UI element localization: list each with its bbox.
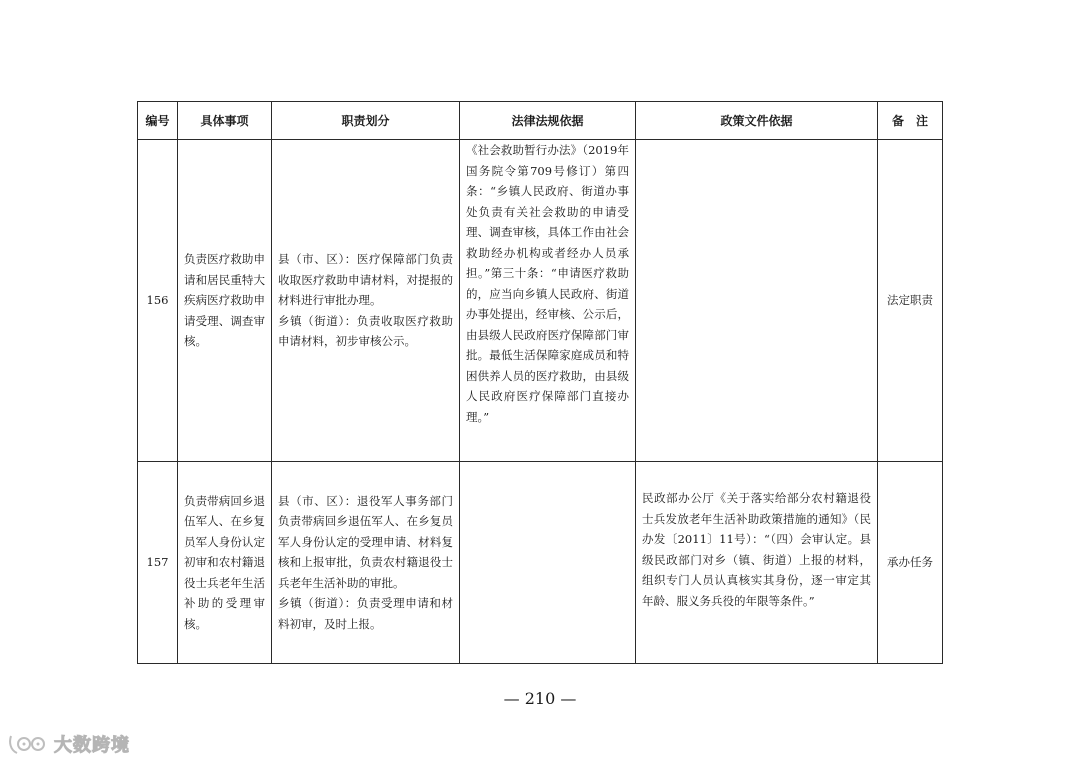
header-law: 法律法规依据 — [460, 102, 636, 140]
row-duties: 县（市、区）：医疗保障部门负责收取医疗救助申请材料，对提报的材料进行审批办理。 乡镇（街道）：负责收取医疗救助申请材料，初步审核公示。 — [278, 252, 453, 349]
header-item: 具体事项 — [178, 102, 272, 140]
row-law-cell — [460, 140, 636, 462]
row-item: 负责带病回乡退伍军人、在乡复员军人身份认定初审和农村籍退役士兵老年生活补助的受理审核。 — [184, 493, 265, 631]
row-duties: 县（市、区）：退役军人事务部门负责带病回乡退伍军人、在乡复员军人身份认定的受理申请、材料复核和上报审批，负责农村籍退役士兵老年生活补助的审批。 乡镇（街道）：负责受理申请和材料初审，及时上报。 — [278, 493, 453, 631]
row-policy-cell — [636, 140, 878, 462]
row-law: 《社会救助暂行办法》（2019年国务院令第709号修订）第四条：“乡镇人民政府、街道办事处负责有关社会救助的申请受理、调查审核，具体工作由社会救助经办机构或者经办人员承担。”第三十条：“申请医疗救助的，应当向乡镇人民政府、街道办事处提出，经审核、公示后，由县级人民政府医疗保障部门审批。最低生活保障家庭成员和特困供养人员的医疗救助，由县级人民政府医疗保障部门直接办理。” — [466, 143, 629, 424]
row-duties-cell — [272, 462, 460, 664]
header-number: 编号 — [138, 102, 178, 140]
watermark-logo-icon — [8, 732, 50, 756]
watermark — [8, 730, 130, 758]
row-item-cell — [178, 140, 272, 462]
row-law-cell — [460, 462, 636, 664]
header-duties: 职责划分 — [272, 102, 460, 140]
row-note: 法定职责 — [878, 140, 943, 462]
watermark-text: 大数跨境 — [54, 735, 130, 756]
row-policy: 民政部办公厅《关于落实给部分农村籍退役士兵发放老年生活补助政策措施的通知》（民办发〔2011〕11号）：“（四）会审认定。县级民政部门对乡（镇、街道）上报的材料，组织专门人员认真核实其身份，逐一审定其年龄、服义务兵役的年限等条件。” — [642, 491, 871, 608]
header-note: 备 注 — [878, 102, 943, 140]
row-note: 承办任务 — [878, 462, 943, 664]
row-policy-cell — [636, 462, 878, 664]
row-number: 156 — [138, 140, 178, 462]
responsibility-table — [137, 101, 943, 664]
table-row — [138, 140, 943, 462]
table-header-row — [138, 102, 943, 140]
row-item-cell — [178, 462, 272, 664]
table-row — [138, 462, 943, 664]
row-number: 157 — [138, 462, 178, 664]
row-duties-cell — [272, 140, 460, 462]
header-policy: 政策文件依据 — [636, 102, 878, 140]
row-item: 负责医疗救助申请和居民重特大疾病医疗救助申请受理、调查审核。 — [184, 252, 265, 349]
page-number: — 210 — — [503, 689, 577, 708]
